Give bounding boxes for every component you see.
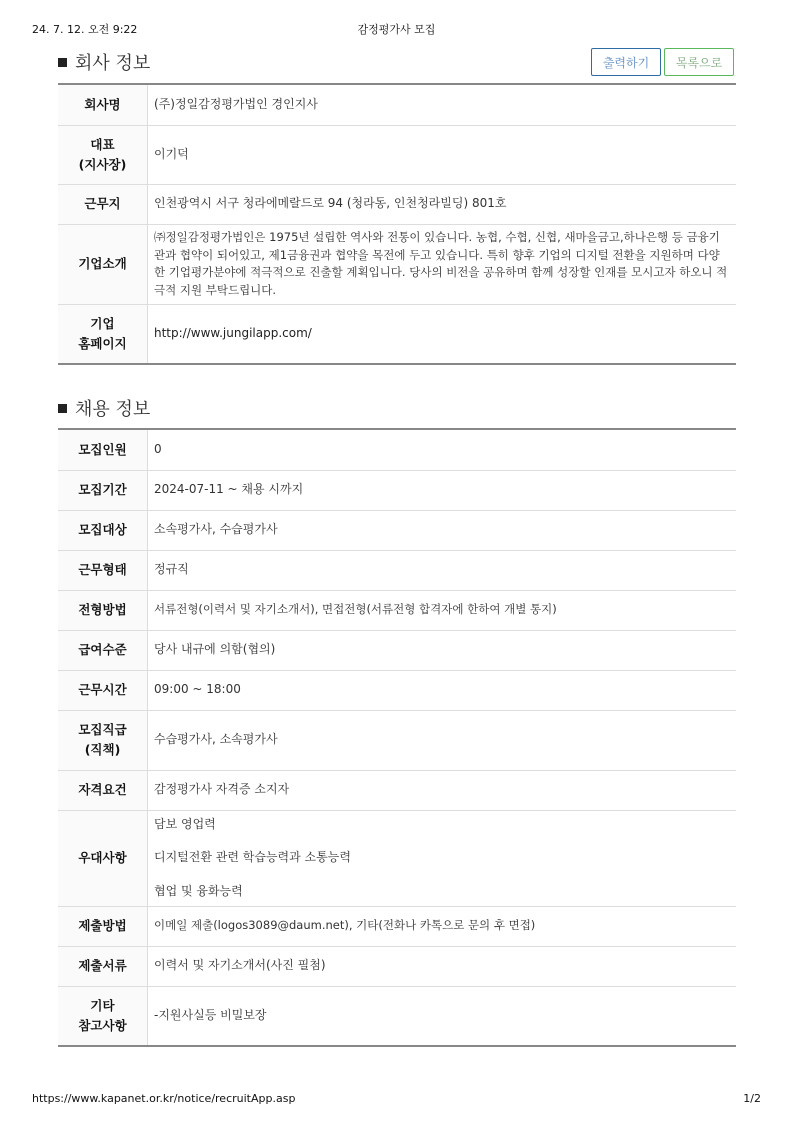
row-label: 모집직급 (직책)	[58, 710, 148, 770]
recruit-row	[58, 510, 736, 550]
row-label: 근무시간	[58, 670, 148, 710]
row-value: ㈜정일감정평가법인은 1975년 설립한 역사와 전통이 있습니다. 농협, 수협, 신협, 새마을금고,하나은행 등 금융기관과 협약이 되어있고, 제1금융권과 협약을 목전에 두고 있습니다. 특히 향후 기업의 디지털 전환을 지원하며 다양한 기업평가분야에 적극적으로 진출할 계획입니다. 당사의 비전을 공유하며 함께 성장할 인재를 모시고자 하오니 적극적 지원 부탁드립니다.	[148, 224, 737, 304]
row-value: 0	[148, 429, 737, 470]
row-value: -지원사실등 비밀보장	[154, 1008, 267, 1022]
recruit-row	[58, 590, 736, 630]
recruit-row	[58, 770, 736, 810]
print-header-title: 감정평가사 모집	[357, 23, 436, 36]
print-footer-url: https://www.kapanet.or.kr/notice/recruitApp.asp	[32, 1092, 296, 1105]
company-section-title	[58, 49, 150, 75]
company-info-table	[58, 83, 736, 365]
company-row-name	[58, 84, 736, 125]
row-label: 근무지	[58, 184, 148, 224]
company-row-ceo	[58, 125, 736, 184]
row-value	[148, 304, 737, 364]
row-label: 근무형태	[58, 550, 148, 590]
row-label: 기업 홈페이지	[58, 304, 148, 364]
recruit-row	[58, 550, 736, 590]
row-label: 모집대상	[58, 510, 148, 550]
square-bullet-icon	[58, 404, 67, 413]
row-value: 이기덕	[148, 125, 737, 184]
print-button[interactable]: 출력하기	[591, 48, 661, 76]
recruit-row	[58, 630, 736, 670]
row-value: (주)정일감정평가법인 경인지사	[148, 84, 737, 125]
recruit-row	[58, 670, 736, 710]
row-label: 모집인원	[58, 429, 148, 470]
row-label: 전형방법	[58, 590, 148, 630]
recruit-section-title-text: 채용 정보	[75, 399, 151, 420]
row-value: 09:00 ~ 18:00	[148, 670, 737, 710]
print-header-datetime: 24. 7. 12. 오전 9:22	[32, 23, 138, 36]
row-label: 기타 참고사항	[58, 986, 148, 1046]
recruit-row	[58, 810, 736, 906]
row-value: 당사 내규에 의함(협의)	[148, 630, 737, 670]
row-value	[148, 810, 737, 906]
row-label: 기업소개	[58, 224, 148, 304]
recruit-row	[58, 946, 736, 986]
row-value: 이력서 및 자기소개서(사진 필첨)	[148, 946, 737, 986]
row-label: 대표 (지사장)	[58, 125, 148, 184]
preference-item: 협업 및 융화능력	[154, 883, 243, 898]
recruit-row	[58, 470, 736, 510]
row-value: 이메일 제출(logos3089@daum.net), 기타(전화나 카톡으로 문의 후 면접)	[148, 906, 737, 946]
print-footer-page: 1/2	[743, 1092, 761, 1105]
recruit-row	[58, 986, 736, 1046]
list-button[interactable]: 목록으로	[664, 48, 734, 76]
recruit-info-table	[58, 428, 736, 1047]
row-label: 모집기간	[58, 470, 148, 510]
row-label: 제출서류	[58, 946, 148, 986]
company-section-title-text: 회사 정보	[75, 53, 151, 74]
preference-item: 담보 영업력	[154, 816, 216, 831]
recruit-row	[58, 710, 736, 770]
row-value: 서류전형(이력서 및 자기소개서), 면접전형(서류전형 합격자에 한하여 개별 통지)	[148, 590, 737, 630]
row-label: 자격요건	[58, 770, 148, 810]
company-row-homepage	[58, 304, 736, 364]
row-label: 회사명	[58, 84, 148, 125]
row-value: 수습평가사, 소속평가사	[148, 710, 737, 770]
preference-item: 디지털전환 관련 학습능력과 소통능력	[154, 850, 351, 865]
row-value: 인천광역시 서구 청라에메랄드로 94 (청라동, 인천청라빌딩) 801호	[148, 184, 737, 224]
recruit-row	[58, 429, 736, 470]
row-label: 제출방법	[58, 906, 148, 946]
row-value: 소속평가사, 수습평가사	[148, 510, 737, 550]
row-value: 2024-07-11 ~ 채용 시까지	[148, 470, 737, 510]
recruit-row	[58, 906, 736, 946]
company-row-location	[58, 184, 736, 224]
company-row-intro	[58, 224, 736, 304]
homepage-link[interactable]: http://www.jungilapp.com/	[154, 326, 312, 340]
row-label: 우대사항	[58, 810, 148, 906]
row-label: 급여수준	[58, 630, 148, 670]
row-value: 정규직	[148, 550, 737, 590]
recruit-section-title	[58, 395, 150, 421]
row-value: 감정평가사 자격증 소지자	[148, 770, 737, 810]
square-bullet-icon	[58, 58, 67, 67]
